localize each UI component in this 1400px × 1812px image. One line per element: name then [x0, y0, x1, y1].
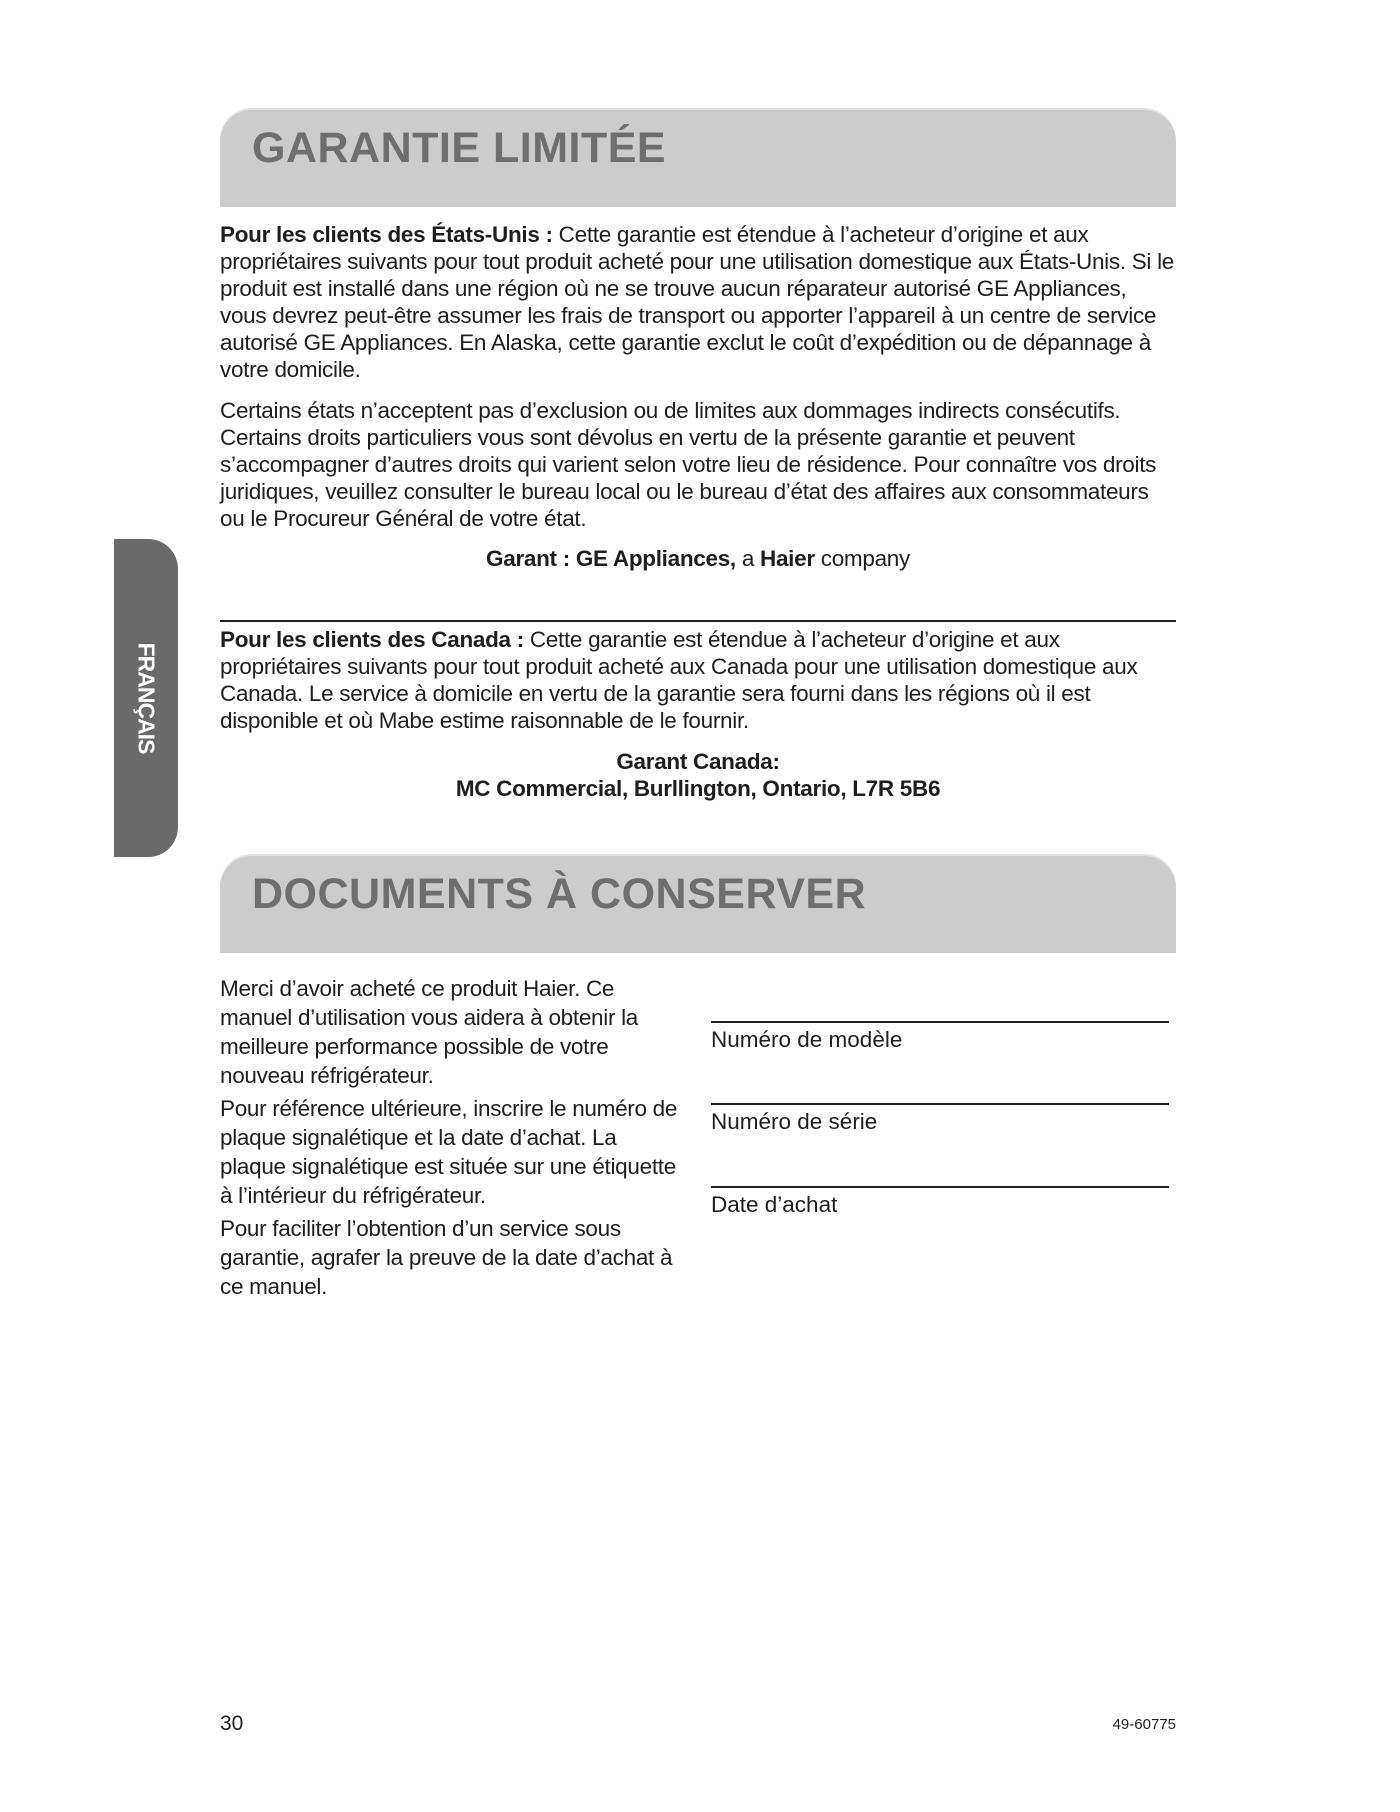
records-title: DOCUMENTS À CONSERVER: [252, 870, 867, 918]
us-warranty-lead: Pour les clients des États-Unis :: [220, 222, 553, 247]
warranty-title: GARANTIE LIMITÉE: [252, 124, 667, 172]
warrantor-brand: Haier: [760, 546, 815, 571]
records-paragraph-3: Pour faciliter l’obtention d’un service sous garantie, agrafer la preuve de la date d’achat à ce manuel.: [220, 1216, 673, 1299]
warrantor-company: company: [814, 546, 910, 571]
states-paragraph: Certains états n’acceptent pas d’exclusion ou de limites aux dommages indirects consécutifs. Certains droits particuliers vous sont dévolus en vertu de la présente garantie et peuvent s’accompagner d’autres droits qui varient selon votre lieu de résidence. Pour connaître vos droits juridiques, veuillez consulter le bureau local ou le bureau d’état des affaires aux consommateurs ou le Procureur Général de votre état.: [220, 398, 1157, 531]
model-number-field[interactable]: [711, 1020, 1171, 1053]
document-number: 49-60775: [1112, 1716, 1176, 1733]
canada-warrantor-label: Garant Canada:: [616, 749, 780, 774]
canada-warranty-paragraph: [220, 626, 1176, 734]
warrantor-line: [220, 545, 1176, 572]
purchase-date-field[interactable]: [711, 1185, 1171, 1218]
purchase-date-line[interactable]: [711, 1185, 1169, 1188]
records-paragraph-2: Pour référence ultérieure, inscrire le numéro de plaque signalétique et la date d’achat. La plaque signalétique est située sur une étiquette à l’intérieur du réfrigérateur.: [220, 1096, 678, 1208]
us-warranty-paragraph: [220, 221, 1176, 383]
canada-warranty-lead: Pour les clients des Canada :: [220, 627, 524, 652]
serial-number-label: Numéro de série: [711, 1109, 878, 1134]
warranty-banner: [220, 110, 1176, 207]
section-divider: [220, 620, 1176, 622]
records-paragraph-1: Merci d’avoir acheté ce produit Haier. Ce manuel d’utilisation vous aidera à obtenir la meilleure performance possible de votre nouveau réfrigérateur.: [220, 976, 639, 1088]
purchase-date-label: Date d’achat: [711, 1192, 838, 1217]
serial-number-line[interactable]: [711, 1102, 1169, 1105]
page-number: 30: [220, 1712, 244, 1735]
records-banner: [220, 856, 1176, 953]
model-number-line[interactable]: [711, 1020, 1169, 1023]
serial-number-field[interactable]: [711, 1102, 1171, 1135]
model-number-label: Numéro de modèle: [711, 1027, 903, 1052]
us-warranty-text: Cette garantie est étendue à l’acheteur d’origine et aux propriétaires suivants pour tout produit acheté pour une utilisation domestique aux États-Unis. Si le produit est installé dans une région où ne se trouve aucun réparateur autorisé GE Appliances, vous devrez peut-être assumer les frais de transport ou apporter l’appareil à un centre de service autorisé GE Appliances. En Alaska, cette garantie exclut le coût d’expédition ou de dépannage à votre domicile.: [220, 222, 1174, 382]
canada-warrantor: [220, 748, 1176, 802]
language-tab-label: FRANÇAIS: [133, 642, 160, 754]
canada-warranty-text: Cette garantie est étendue à l’acheteur d’origine et aux propriétaires suivants pour tout produit acheté aux Canada pour une utilisation domestique aux Canada. Le service à domicile en vertu de la garantie sera fourni dans les régions où il est disponible et où Mabe estime raisonnable de le fournir.: [220, 627, 1138, 733]
warrantor-lead: Garant : GE Appliances,: [486, 546, 736, 571]
warrantor-a: a: [735, 546, 760, 571]
language-tab: [114, 539, 178, 857]
canada-warrantor-address: MC Commercial, Burllington, Ontario, L7R 5B6: [455, 776, 941, 801]
